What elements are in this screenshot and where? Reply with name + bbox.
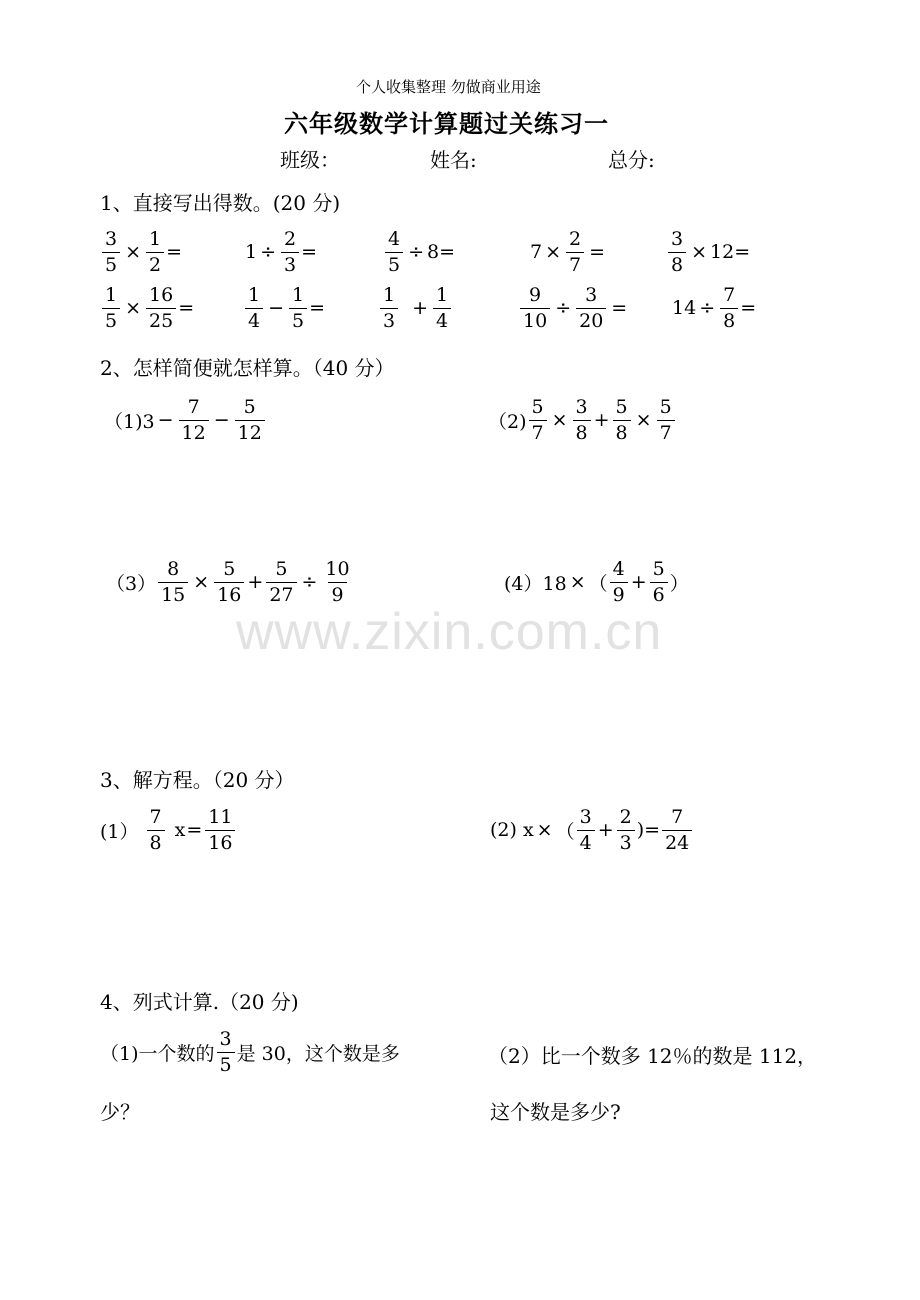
q1-r1-c: $\frac{4}{5}$ ÷ 8= [383,228,455,277]
q1-r1-d: 7 × $\frac{2}{7}$ = [530,228,606,276]
q1-r2-e: 14 ÷ $\frac{7}{8}$ = [672,284,757,332]
q3-problem-1: (1） $\frac{7}{8}$ x = $\frac{11}{16}$ [100,806,237,855]
fraction: $\frac{3}{8}$ [668,228,686,277]
fraction: $\frac{1}{4}$ [433,284,451,333]
q1-r2-b: $\frac{1}{4}$ − $\frac{1}{5}$ = [243,284,325,333]
fraction: $\frac{2}{7}$ [566,228,584,277]
q1-r2-a: $\frac{1}{5}$ × $\frac{16}{25}$ = [100,284,194,333]
q4-problem-2-line1: （2）比一个数多 12％的数是 112， [488,1044,818,1068]
q4-problem-1-line2: 少？ [100,1100,140,1124]
fraction: $\frac{2}{3}$ [281,228,299,277]
fraction: $\frac{5}{16}$ [214,558,244,607]
fraction: $\frac{7}{8}$ [147,806,165,855]
class-label: 班级： [280,148,340,172]
fraction: $\frac{5}{6}$ [650,558,668,607]
fraction: $\frac{5}{27}$ [266,558,296,607]
section-4-heading: 4、列式计算.（20 分) [100,990,299,1014]
watermark: www.zixin.com.cn [236,603,663,661]
q2-problem-1: （1)3 − $\frac{7}{12}$ − $\frac{5}{12}$ [104,396,267,445]
fraction: $\frac{1}{5}$ [289,284,307,333]
section-1-heading: 1、直接写出得数。(20 分) [100,191,341,215]
section-2-heading: 2、怎样简便就怎样算。（40 分） [100,356,395,380]
score-label: 总分: [608,148,655,172]
q2-problem-4: (4）18 × （ $\frac{4}{9}$ + $\frac{5}{6}$ ） [504,558,689,606]
fraction: $\frac{8}{15}$ [158,558,188,607]
fraction: $\frac{1}{5}$ [102,284,120,333]
name-label: 姓名: [430,148,477,172]
header-note: 个人收集整理 勿做商业用途 [356,78,541,96]
fraction: $\frac{16}{25}$ [146,284,176,333]
page-title: 六年级数学计算题过关练习一 [284,109,609,138]
fraction: $\frac{10}{9}$ [325,558,350,606]
fraction: $\frac{4}{9}$ [610,558,628,607]
fraction: $\frac{7}{12}$ [179,396,209,445]
fraction: $\frac{3}{8}$ [573,396,591,445]
fraction: $\frac{4}{5}$ [385,228,403,277]
q1-r2-d: $\frac{9}{10}$ ÷ $\frac{3}{20}$ = [518,284,630,333]
q1-r2-c: $\frac{1}{3}$ + $\frac{1}{4}$ [378,284,453,333]
q4-problem-2-line2: 这个数是多少? [490,1100,621,1124]
fraction: $\frac{7}{8}$ [720,284,738,333]
fraction: $\frac{3}{5}$ [217,1028,235,1077]
fraction: $\frac{3}{20}$ [576,284,606,333]
fraction: $\frac{3}{5}$ [102,228,120,277]
q1-r1-a: $\frac{3}{5}$ × $\frac{1}{2}$ = [100,228,182,277]
fraction: $\frac{2}{3}$ [617,806,635,855]
fraction: $\frac{5}{7}$ [657,396,675,445]
fraction: $\frac{1}{3}$ [380,284,398,333]
fraction: $\frac{1}{2}$ [146,228,164,277]
fraction: $\frac{7}{24}$ [662,806,692,855]
fraction: $\frac{1}{4}$ [245,284,263,333]
fraction: $\frac{11}{16}$ [205,806,235,855]
fraction: $\frac{9}{10}$ [520,284,550,333]
q1-r1-e: $\frac{3}{8}$ × 12= [666,228,750,277]
q3-problem-2: (2) x × （ $\frac{3}{4}$ + $\frac{2}{3}$ )= $\frac{7}{24}$ [490,806,694,855]
q4-problem-1: （1)一个数的 $\frac{3}{5}$ 是 30，这个数是多 [100,1028,400,1076]
section-3-heading: 3、解方程。（20 分） [100,768,295,792]
fraction: $\frac{3}{4}$ [577,806,595,855]
fraction: $\frac{5}{8}$ [613,396,631,445]
fraction: $\frac{5}{7}$ [529,396,547,445]
fraction: $\frac{5}{12}$ [235,396,265,445]
q1-r1-b: 1 ÷ $\frac{2}{3}$ = [245,228,318,276]
q2-problem-3: （3） $\frac{8}{15}$ × $\frac{5}{16}$ + $\frac{5}{27}$ ÷ $\frac{10}{9}$ [106,558,355,607]
q2-problem-2: （2) $\frac{5}{7}$ × $\frac{3}{8}$ + $\frac{5}{8}$ × $\frac{5}{7}$ [488,396,677,445]
